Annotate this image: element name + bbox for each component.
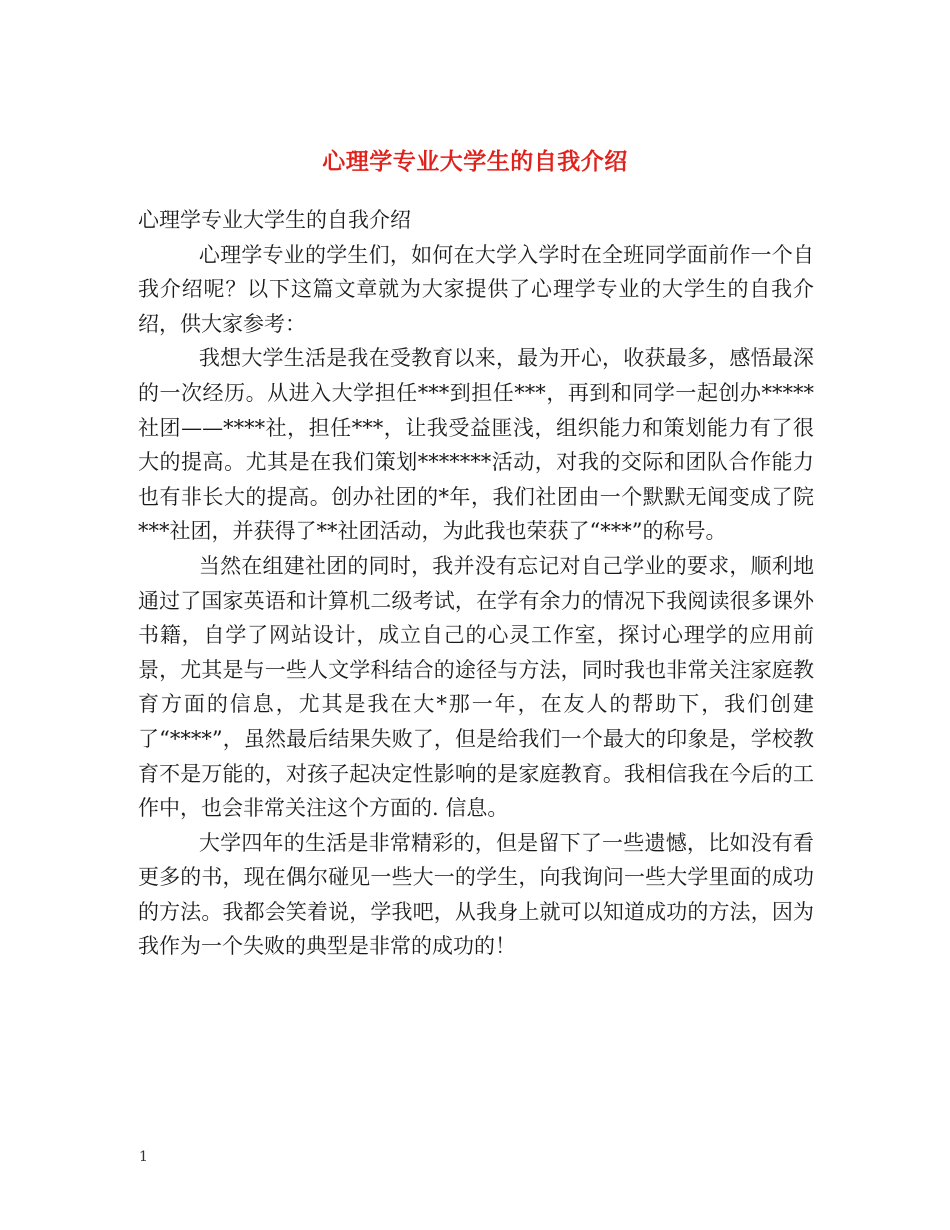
document-subheading: 心理学专业大学生的自我介绍 [138, 208, 411, 232]
paragraph-intro: 心理学专业的学生们，如何在大学入学时在全班同学面前作一个自我介绍呢？以下这篇文章就为大家提供了心理学专业的大学生的自我介绍，供大家参考： [138, 242, 814, 336]
paragraph-academics: 当然在组建社团的同时，我并没有忘记对自己学业的要求，顺利地通过了国家英语和计算机二级考试，在学有余力的情况下我阅读很多课外书籍，自学了网站设计，成立自己的心灵工作室，探讨心理学的应用前景，尤其是与一些人文学科结合的途径与方法，同时我也非常关注家庭教育方面的信息，尤其是我在大*那一年，在友人的帮助下，我们创建了“****”，虽然最后结果失败了，但是给我们一个最大的印象是，学校教育不是万能的，对孩子起决定性影响的是家庭教育。我相信我在今后的工作中，也会非常关注这个方面的. 信息。 [138, 553, 814, 821]
document-title: 心理学专业大学生的自我介绍 [322, 148, 628, 176]
paragraph-conclusion: 大学四年的生活是非常精彩的，但是留下了一些遗憾，比如没有看更多的书，现在偶尔碰见一些大一的学生，向我询问一些大学里面的成功的方法。我都会笑着说，学我吧，从我身上就可以知道成功的方法，因为我作为一个失败的典型是非常的成功的！ [138, 830, 814, 959]
page-number: 1 [139, 1149, 148, 1165]
paragraph-college-life: 我想大学生活是我在受教育以来，最为开心，收获最多，感悟最深的一次经历。从进入大学担任***到担任***，再到和同学一起创办*****社团——****社，担任***，让我受益匪浅，组织能力和策划能力有了很大的提高。尤其是在我们策划*******活动，对我的交际和团队合作能力也有非长大的提高。创办社团的*年，我们社团由一个默默无闻变成了院***社团，并获得了**社团活动，为此我也荣获了“***”的称号。 [138, 346, 814, 544]
document-body [138, 203, 814, 964]
